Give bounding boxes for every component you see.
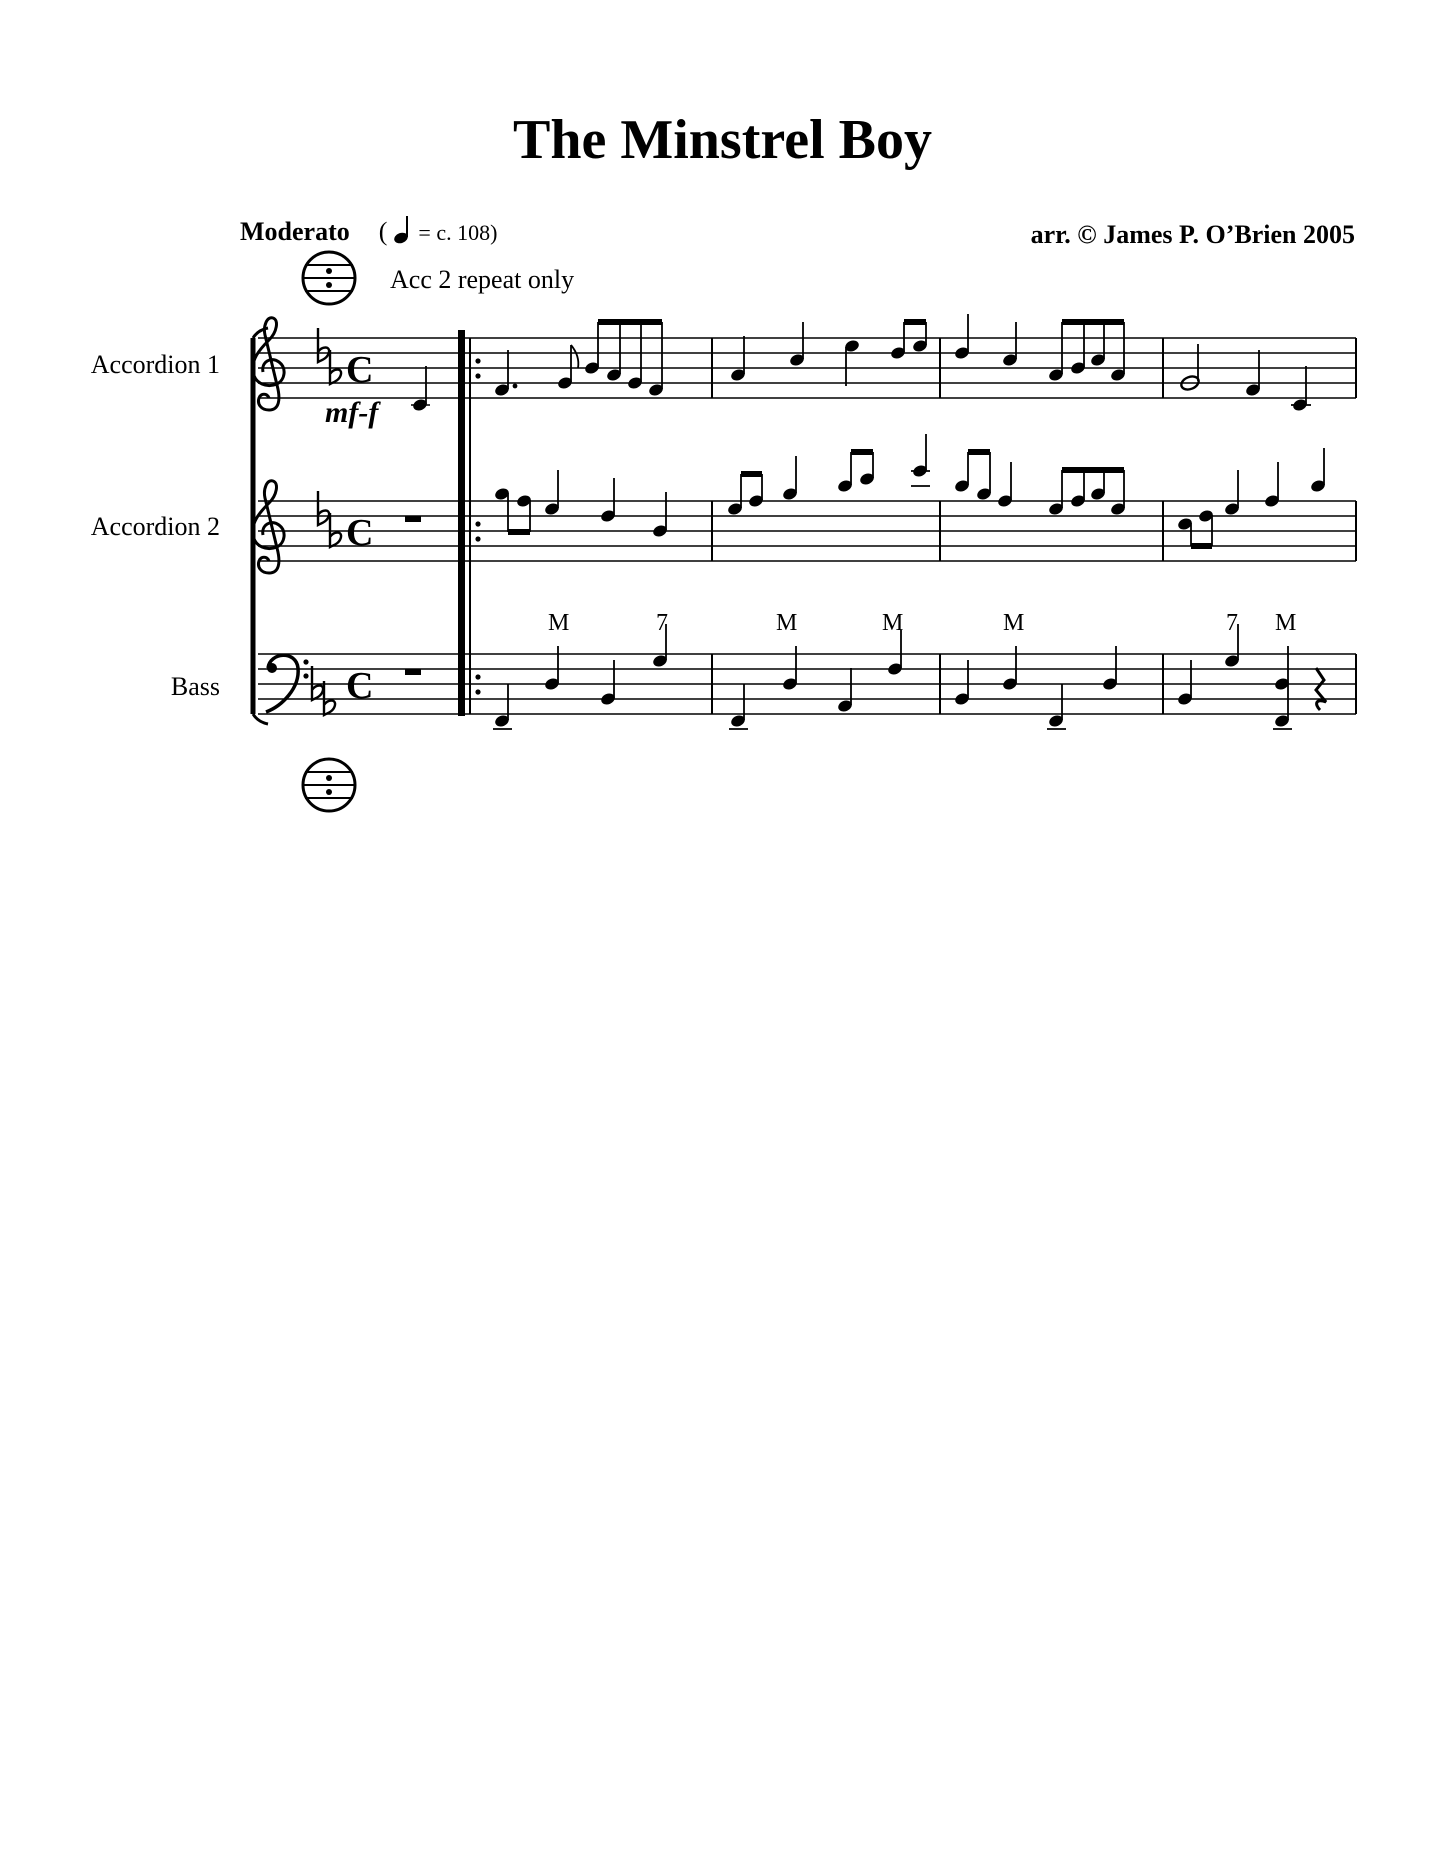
chord-symbol: M [776,610,798,636]
barlines [712,338,1356,714]
rest [405,669,421,675]
note [411,366,430,412]
instrument-label-accordion-1: Accordion 1 [90,350,220,379]
chord-symbol: 7 [656,610,668,636]
flat-icon [330,513,341,547]
common-time-icon: C [346,349,374,391]
common-time-icon: C [346,512,374,554]
chord-symbol: M [1275,610,1297,636]
treble-clef-icon [253,481,284,573]
tempo-text: Moderato [240,217,350,246]
registration-note: Acc 2 repeat only [390,265,575,294]
tempo-open-paren: ( [378,217,388,246]
chord-symbol: 7 [1226,610,1238,636]
chord-symbol: M [548,610,570,636]
score-title: The Minstrel Boy [513,109,932,171]
instrument-label-bass: Bass [170,672,220,701]
dynamic-marking: mf-f [325,396,379,429]
chord-symbol: M [1003,610,1025,636]
common-time-icon: C [346,665,374,707]
flat-icon [312,666,323,700]
flat-icon [330,350,341,384]
accordion-register-icon [303,759,355,811]
flat-icon [324,681,335,715]
accordion-2-notes [494,434,1327,546]
accordion-register-icon [303,252,355,304]
repeat-sign-icon [458,330,481,716]
tempo-value: = c. 108) [418,220,498,245]
arranger-credit: arr. © James P. O’Brien 2005 [1030,220,1355,249]
chord-symbol: M [882,610,904,636]
rest [405,516,421,522]
instrument-label-accordion-2: Accordion 2 [90,512,220,541]
flat-icon [318,328,329,362]
flat-icon [318,491,329,525]
